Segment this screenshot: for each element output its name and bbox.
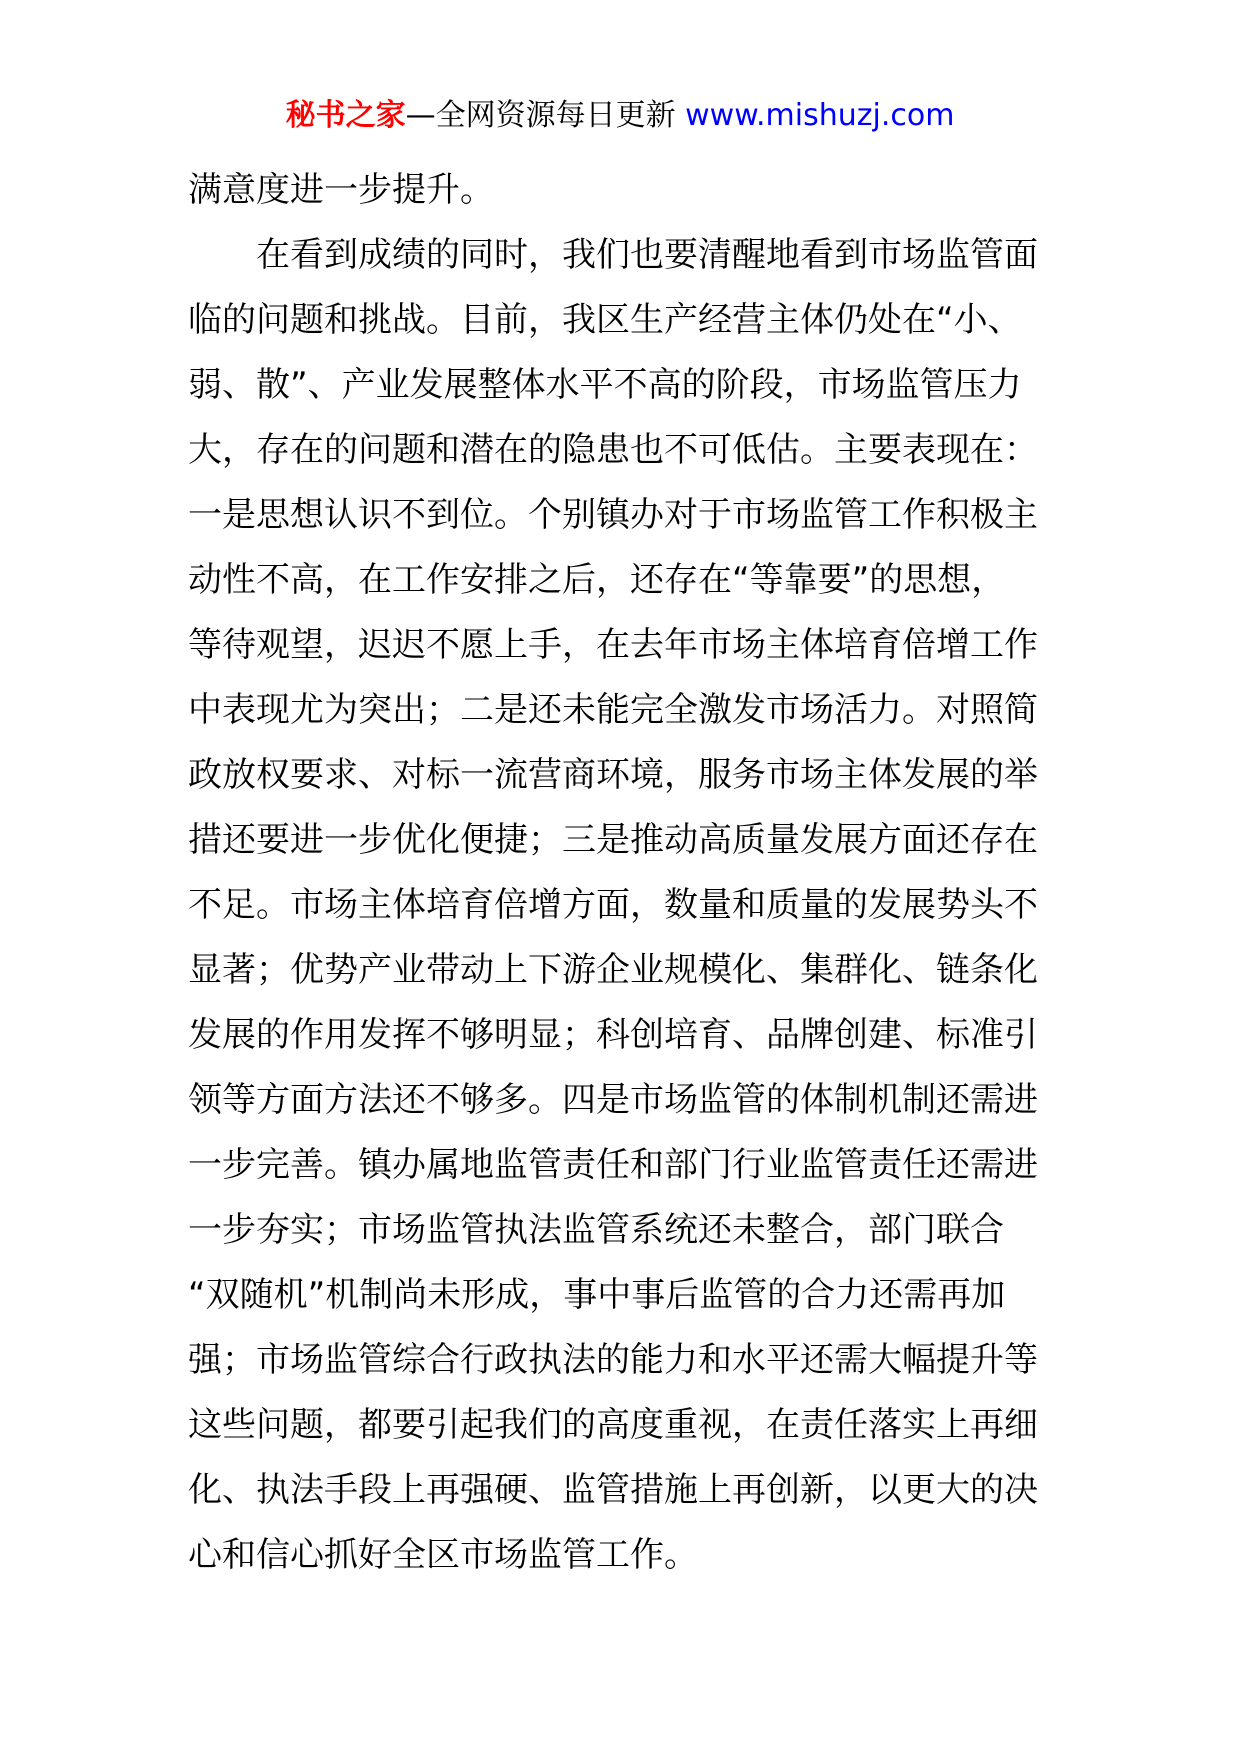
text-line: 一步夯实；市场监管执法监管系统还未整合，部门联合 [188, 1210, 1004, 1250]
text-line: 心和信心抓好全区市场监管工作。 [188, 1535, 698, 1575]
text-line: 领等方面方法还不够多。四是市场监管的体制机制还需进 [188, 1080, 1038, 1120]
paragraph-first-line: 在看到成绩的同时，我们也要清醒地看到市场监管面 [256, 235, 1038, 275]
text-line: 措还要进一步优化便捷；三是推动高质量发展方面还存在 [188, 820, 1038, 860]
document-body [188, 158, 1058, 1588]
text-line: 一步完善。镇办属地监管责任和部门行业监管责任还需进 [188, 1145, 1038, 1185]
header-tagline: —全网资源每日更新 [405, 98, 676, 133]
text-line: 动性不高，在工作安排之后，还存在“等靠要”的思想， [188, 560, 1006, 600]
text-line: 显著；优势产业带动上下游企业规模化、集群化、链条化 [188, 950, 1038, 990]
text-line: 大，存在的问题和潜在的隐患也不可低估。主要表现在： [188, 430, 1038, 470]
text-line: 临的问题和挑战。目前，我区生产经营主体仍处在“小、 [188, 300, 1022, 340]
text-line: 等待观望，迟迟不愿上手，在去年市场主体培育倍增工作 [188, 625, 1038, 665]
brand-name: 秘书之家 [285, 98, 406, 133]
page-header [0, 96, 1240, 136]
text-line: 强；市场监管综合行政执法的能力和水平还需大幅提升等 [188, 1340, 1038, 1380]
text-line: “双随机”机制尚未形成，事中事后监管的合力还需再加 [188, 1275, 1006, 1315]
text-line: 满意度进一步提升。 [188, 170, 494, 210]
text-line: 这些问题，都要引起我们的高度重视，在责任落实上再细 [188, 1405, 1038, 1445]
text-line: 政放权要求、对标一流营商环境，服务市场主体发展的举 [188, 755, 1038, 795]
text-line: 发展的作用发挥不够明显；科创培育、品牌创建、标准引 [188, 1015, 1038, 1055]
text-line: 弱、散”、产业发展整体水平不高的阶段，市场监管压力 [188, 365, 1022, 405]
text-line: 化、执法手段上再强硬、监管措施上再创新，以更大的决 [188, 1470, 1038, 1510]
text-line: 中表现尤为突出；二是还未能完全激发市场活力。对照简 [188, 690, 1038, 730]
text-line: 一是思想认识不到位。个别镇办对于市场监管工作积极主 [188, 495, 1038, 535]
text-line: 不足。市场主体培育倍增方面，数量和质量的发展势头不 [188, 885, 1038, 925]
site-url-link[interactable]: www.mishuzj.com [685, 98, 955, 133]
